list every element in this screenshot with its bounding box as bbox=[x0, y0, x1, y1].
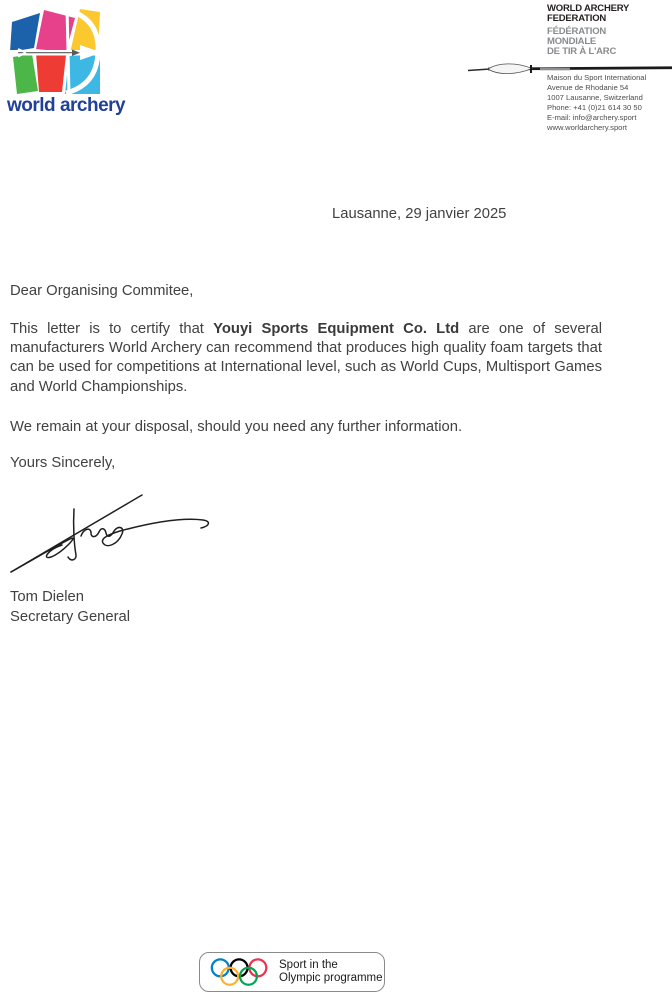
address-line: Phone: +41 (0)21 614 30 50 bbox=[547, 103, 642, 112]
body-rest: are one of several manufacturers World Archery can recommend that produces high quality foam targets that can be used for competitions at International level, such as World Cups, Multisport Games and World Championships. bbox=[10, 321, 603, 395]
address-line: E-mail: info@archery.sport bbox=[547, 113, 637, 122]
company-name: Youyi Sports Equipment Co. Ltd bbox=[213, 321, 460, 337]
dateline: Lausanne, 29 janvier 2025 bbox=[332, 206, 507, 222]
org-name-fr-line3: DE TIR À L'ARC bbox=[547, 46, 617, 57]
signature-icon bbox=[4, 486, 216, 578]
org-name-fr-line1: FÉDÉRATION bbox=[547, 26, 607, 37]
org-name-fr-line2: MONDIALE bbox=[547, 36, 597, 47]
org-name-en-line1: WORLD ARCHERY bbox=[547, 3, 630, 14]
salutation: Dear Organising Commitee, bbox=[10, 283, 194, 299]
address-line: Maison du Sport International bbox=[547, 73, 647, 82]
olympic-label-line1: Sport in the bbox=[279, 958, 338, 971]
signer-name: Tom Dielen bbox=[10, 589, 85, 605]
signer-title: Secretary General bbox=[10, 608, 131, 625]
world-archery-wordmark: world archery bbox=[7, 95, 126, 116]
body-paragraph-2: We remain at your disposal, should you need any further information. bbox=[10, 419, 463, 435]
olympic-programme-badge bbox=[199, 952, 385, 992]
org-name-english bbox=[547, 4, 629, 24]
body-paragraph-1 bbox=[10, 320, 602, 397]
body-intro: This letter is to certify that bbox=[10, 321, 214, 337]
org-name-french bbox=[547, 27, 616, 57]
olympic-rings-icon bbox=[209, 957, 271, 988]
olympic-label-line2: Olympic programme bbox=[279, 972, 383, 984]
signer-block bbox=[10, 588, 130, 627]
address-line: 1007 Lausanne, Switzerland bbox=[547, 93, 643, 102]
address-block bbox=[547, 73, 646, 133]
olympic-programme-label bbox=[279, 959, 383, 986]
org-name-en-line2: FEDERATION bbox=[547, 13, 607, 24]
address-line: Avenue de Rhodanie 54 bbox=[547, 83, 629, 92]
world-archery-logo-icon bbox=[10, 8, 100, 94]
address-line: www.worldarchery.sport bbox=[547, 123, 628, 132]
closing: Yours Sincerely, bbox=[10, 455, 116, 471]
